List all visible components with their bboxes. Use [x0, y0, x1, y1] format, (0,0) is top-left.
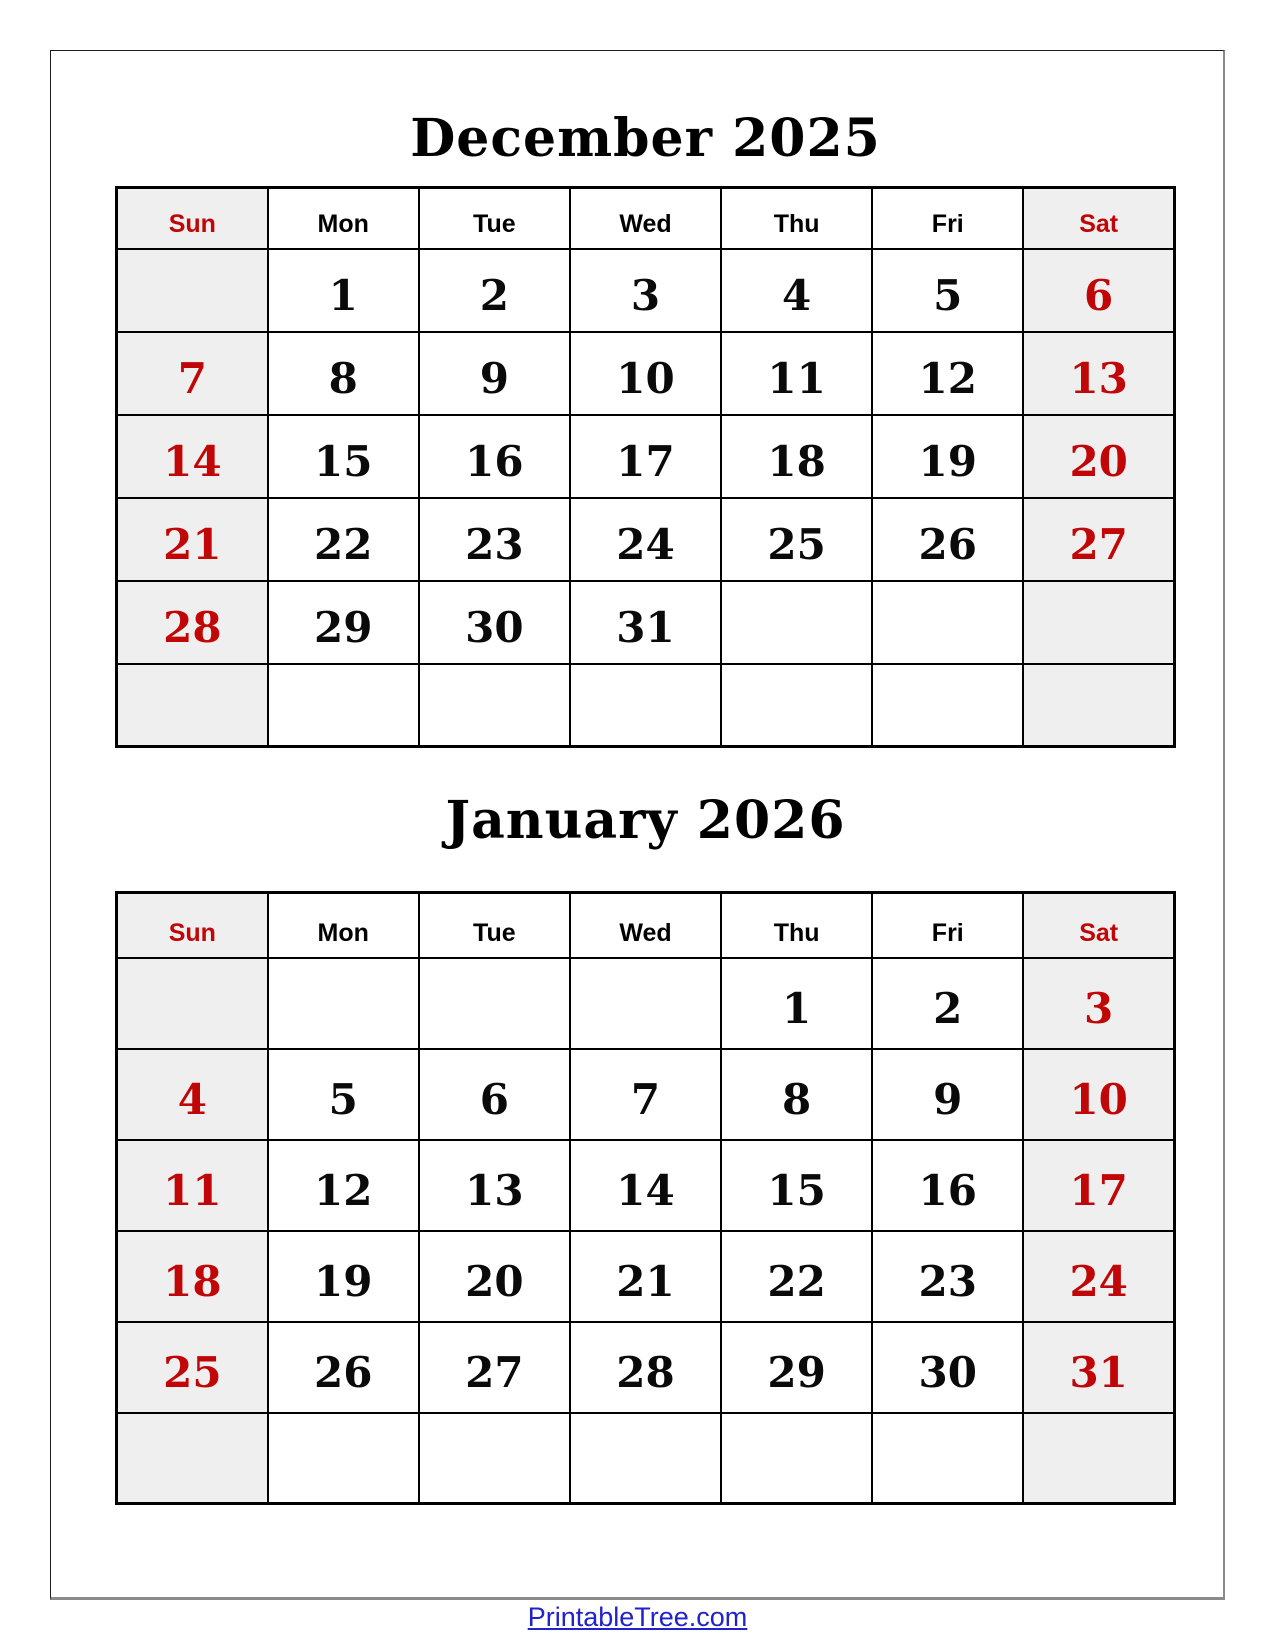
date-cell: 4 — [117, 1049, 268, 1140]
empty-date-cell — [268, 1413, 419, 1504]
date-cell: 9 — [872, 1049, 1023, 1140]
empty-date-cell — [419, 1413, 570, 1504]
empty-date-cell — [1023, 1413, 1174, 1504]
date-cell: 2 — [419, 249, 570, 332]
empty-date-cell — [419, 664, 570, 747]
date-cell: 5 — [872, 249, 1023, 332]
week-row — [117, 415, 1175, 498]
date-cell: 16 — [872, 1140, 1023, 1231]
date-cell: 10 — [1023, 1049, 1174, 1140]
week-row — [117, 1413, 1175, 1504]
date-cell: 20 — [419, 1231, 570, 1322]
date-cell: 11 — [721, 332, 872, 415]
date-cell: 6 — [1023, 249, 1174, 332]
date-cell: 31 — [1023, 1322, 1174, 1413]
empty-date-cell — [117, 664, 268, 747]
date-cell: 24 — [570, 498, 721, 581]
day-header-sat: Sat — [1023, 893, 1174, 958]
week-row — [117, 1049, 1175, 1140]
empty-date-cell — [721, 581, 872, 664]
week-row — [117, 1140, 1175, 1231]
date-cell: 19 — [872, 415, 1023, 498]
day-header-mon: Mon — [268, 893, 419, 958]
empty-date-cell — [570, 958, 721, 1049]
date-cell: 1 — [721, 958, 872, 1049]
date-cell: 15 — [268, 415, 419, 498]
date-cell: 2 — [872, 958, 1023, 1049]
week-row — [117, 581, 1175, 664]
empty-date-cell — [1023, 664, 1174, 747]
empty-date-cell — [721, 1413, 872, 1504]
empty-date-cell — [570, 1413, 721, 1504]
date-cell: 1 — [268, 249, 419, 332]
day-header-fri: Fri — [872, 893, 1023, 958]
date-cell: 30 — [419, 581, 570, 664]
date-cell: 18 — [721, 415, 872, 498]
date-cell: 27 — [1023, 498, 1174, 581]
december-title: December 2025 — [410, 108, 881, 169]
january-title: January 2026 — [445, 790, 846, 851]
empty-date-cell — [268, 664, 419, 747]
date-cell: 11 — [117, 1140, 268, 1231]
date-cell: 28 — [117, 581, 268, 664]
day-header-thu: Thu — [721, 893, 872, 958]
date-cell: 25 — [117, 1322, 268, 1413]
footer-link[interactable]: PrintableTree.com — [527, 1602, 748, 1632]
week-row — [117, 498, 1175, 581]
date-cell: 6 — [419, 1049, 570, 1140]
date-cell: 29 — [721, 1322, 872, 1413]
week-row — [117, 1231, 1175, 1322]
date-cell: 8 — [268, 332, 419, 415]
date-cell: 15 — [721, 1140, 872, 1231]
date-cell: 16 — [419, 415, 570, 498]
date-cell: 20 — [1023, 415, 1174, 498]
date-cell: 18 — [117, 1231, 268, 1322]
date-cell: 21 — [570, 1231, 721, 1322]
date-cell: 23 — [872, 1231, 1023, 1322]
date-cell: 27 — [419, 1322, 570, 1413]
week-row — [117, 249, 1175, 332]
empty-date-cell — [570, 664, 721, 747]
date-cell: 9 — [419, 332, 570, 415]
day-header-wed: Wed — [570, 188, 721, 249]
date-cell: 31 — [570, 581, 721, 664]
date-cell: 7 — [570, 1049, 721, 1140]
empty-date-cell — [268, 958, 419, 1049]
date-cell: 12 — [872, 332, 1023, 415]
date-cell: 13 — [419, 1140, 570, 1231]
day-header-thu: Thu — [721, 188, 872, 249]
day-header-sun: Sun — [117, 893, 268, 958]
date-cell: 23 — [419, 498, 570, 581]
january-calendar-table — [115, 891, 1176, 1505]
date-cell: 7 — [117, 332, 268, 415]
empty-date-cell — [721, 664, 872, 747]
empty-date-cell — [872, 581, 1023, 664]
december-calendar-table — [115, 186, 1176, 748]
date-cell: 14 — [570, 1140, 721, 1231]
day-header-fri: Fri — [872, 188, 1023, 249]
date-cell: 13 — [1023, 332, 1174, 415]
date-cell: 24 — [1023, 1231, 1174, 1322]
day-header-row — [117, 188, 1175, 249]
date-cell: 26 — [268, 1322, 419, 1413]
date-cell: 10 — [570, 332, 721, 415]
date-cell: 14 — [117, 415, 268, 498]
date-cell: 26 — [872, 498, 1023, 581]
date-cell: 17 — [1023, 1140, 1174, 1231]
date-cell: 21 — [117, 498, 268, 581]
date-cell: 17 — [570, 415, 721, 498]
date-cell: 22 — [268, 498, 419, 581]
date-cell: 19 — [268, 1231, 419, 1322]
date-cell: 30 — [872, 1322, 1023, 1413]
empty-date-cell — [117, 249, 268, 332]
date-cell: 12 — [268, 1140, 419, 1231]
date-cell: 3 — [1023, 958, 1174, 1049]
date-cell: 22 — [721, 1231, 872, 1322]
week-row — [117, 1322, 1175, 1413]
date-cell: 29 — [268, 581, 419, 664]
week-row — [117, 664, 1175, 747]
day-header-tue: Tue — [419, 188, 570, 249]
date-cell: 3 — [570, 249, 721, 332]
empty-date-cell — [419, 958, 570, 1049]
day-header-mon: Mon — [268, 188, 419, 249]
date-cell: 28 — [570, 1322, 721, 1413]
week-row — [117, 958, 1175, 1049]
day-header-row — [117, 893, 1175, 958]
footer — [0, 1602, 1275, 1633]
empty-date-cell — [872, 1413, 1023, 1504]
date-cell: 4 — [721, 249, 872, 332]
day-header-tue: Tue — [419, 893, 570, 958]
empty-date-cell — [1023, 581, 1174, 664]
day-header-wed: Wed — [570, 893, 721, 958]
date-cell: 5 — [268, 1049, 419, 1140]
day-header-sat: Sat — [1023, 188, 1174, 249]
empty-date-cell — [117, 1413, 268, 1504]
empty-date-cell — [872, 664, 1023, 747]
date-cell: 25 — [721, 498, 872, 581]
week-row — [117, 332, 1175, 415]
empty-date-cell — [117, 958, 268, 1049]
day-header-sun: Sun — [117, 188, 268, 249]
date-cell: 8 — [721, 1049, 872, 1140]
